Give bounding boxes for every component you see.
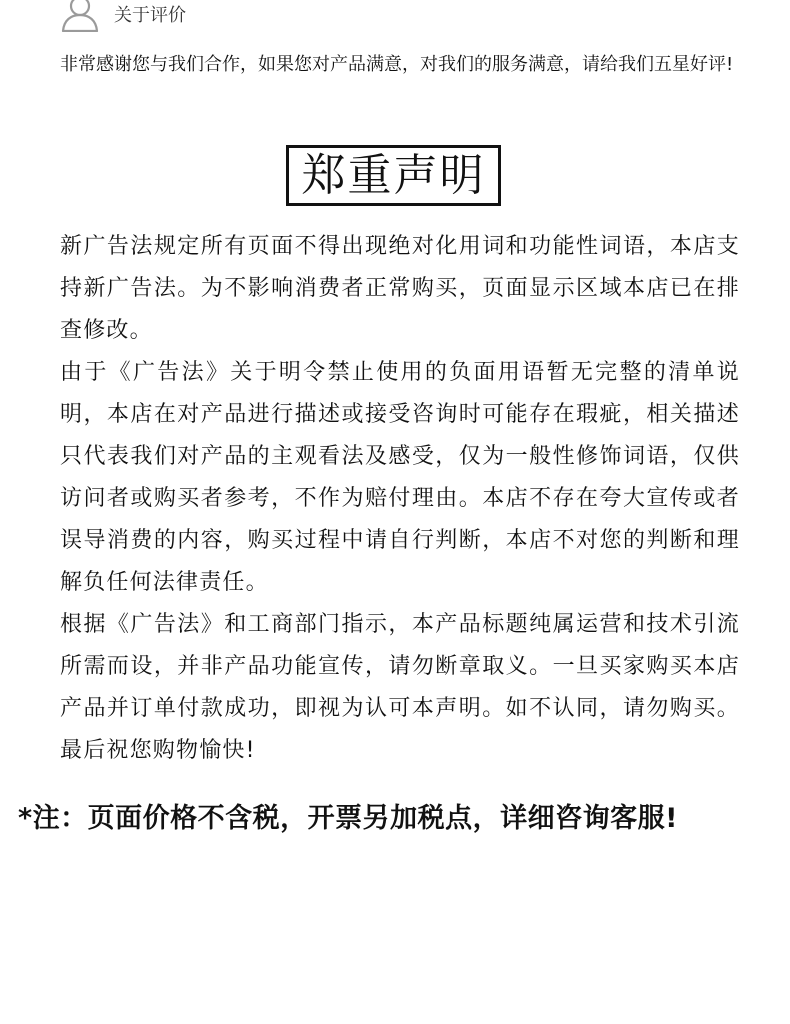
statement-heading: 郑重声明 — [301, 150, 486, 201]
statement-paragraph: 由于《广告法》关于明令禁止使用的负面用语暂无完整的清单说明，本店在对产品进行描述或接受咨询时可能存在瑕疵，相关描述只代表我们对产品的主观看法及感受，仅为一般性修饰词语，仅供访问者或购买者参考，不作为赔付理由。本店不存在夸大宣传或者误导消费的内容，购买过程中请自行判断，本店不对您的判断和理解负任何法律责任。 — [60, 360, 740, 595]
about-title: 关于评价 — [114, 5, 186, 26]
about-section-header — [60, 0, 186, 32]
statement-paragraph: 根据《广告法》和工商部门指示，本产品标题纯属运营和技术引流所需而设，并非产品功能宣传，请勿断章取义。一旦买家购买本店产品并订单付款成功，即视为认可本声明。如不认同，请勿购买。最后祝您购物愉快! — [60, 612, 740, 763]
statement-heading-box — [286, 145, 501, 206]
tax-note: *注：页面价格不含税，开票另加税点，详细咨询客服! — [18, 803, 678, 834]
user-icon — [60, 0, 100, 32]
thanks-text: 非常感谢您与我们合作，如果您对产品满意，对我们的服务满意，请给我们五星好评! — [60, 54, 734, 75]
statement-body — [60, 226, 740, 772]
statement-paragraph: 新广告法规定所有页面不得出现绝对化用词和功能性词语，本店支持新广告法。为不影响消费者正常购买，页面显示区域本店已在排查修改。 — [60, 234, 740, 343]
